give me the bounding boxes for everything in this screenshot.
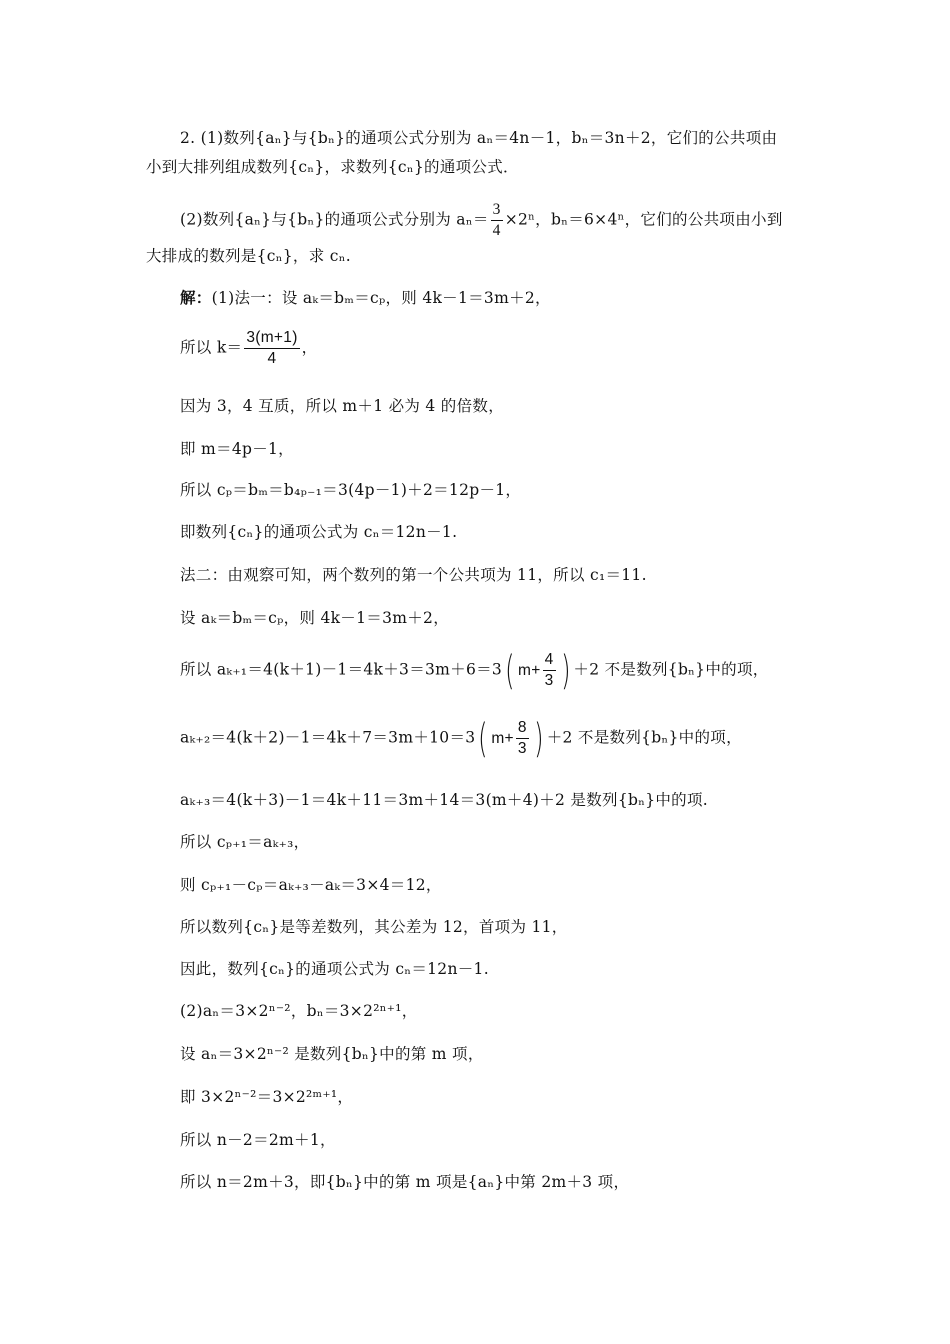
solution-line-16: (2)aₙ＝3×2ⁿ⁻²，bₙ＝3×2²ⁿ⁺¹， [180, 1002, 418, 1020]
solution-line-11: aₖ₊₃＝4(k＋3)－1＝4k＋11＝3m＋14＝3(m＋4)＋2 是数列{bₙ}中的项. [180, 791, 709, 809]
fraction-numerator: 4 [543, 650, 556, 671]
solution-line-14: 所以数列{cₙ}是等差数列，其公差为 12，首项为 11， [180, 918, 568, 936]
solution-line-18: 即 3×2ⁿ⁻²＝3×2²ᵐ⁺¹， [180, 1088, 354, 1106]
solution-part-1-text: (1)法一：设 aₖ＝bₘ＝cₚ，则 4k－1＝3m＋2， [211, 289, 551, 307]
fraction-denominator: 4 [492, 222, 501, 239]
solution-line-17: 设 aₙ＝3×2ⁿ⁻² 是数列{bₙ}中的第 m 项， [180, 1045, 484, 1063]
m-plus: m+ [491, 729, 514, 747]
solution-line-6: 即数列{cₙ}的通项公式为 cₙ＝12n－1. [180, 523, 458, 541]
right-paren: ) [560, 647, 571, 694]
solution-line-4: 即 m＝4p－1， [180, 440, 294, 458]
fraction-numerator: 3 [491, 200, 503, 221]
a-k2-prefix: aₖ₊₂＝4(k＋2)－1＝4k＋7＝3m＋10＝3 [180, 728, 476, 747]
solution-line-8: 设 aₖ＝bₘ＝cₚ，则 4k－1＝3m＋2， [180, 609, 449, 627]
solution-line-7: 法二：由观察可知，两个数列的第一个公共项为 11，所以 c₁＝11. [180, 566, 647, 584]
fraction-numerator: 8 [516, 718, 529, 739]
fraction-denominator: 3 [517, 740, 527, 757]
right-paren: ) [534, 715, 544, 762]
a-k1-suffix: ＋2 不是数列{bₙ}中的项， [573, 660, 769, 679]
solution-line-12: 所以 cₚ₊₁＝aₖ₊₃， [180, 833, 310, 851]
solution-line-9 [180, 647, 769, 694]
problem-line-4: 大排成的数列是{cₙ}，求 cₙ. [146, 247, 351, 265]
fraction-4-3 [543, 650, 556, 691]
problem-line-2: 小到大排列组成数列{cₙ}，求数列{cₙ}的通项公式． [146, 158, 519, 176]
fraction-3-4 [491, 200, 503, 241]
solution-line-1 [180, 288, 551, 308]
solution-line-10 [180, 715, 742, 762]
solution-line-3: 因为 3，4 互质，所以 m＋1 必为 4 的倍数， [180, 397, 505, 415]
problem-line-1: 2. (1)数列{aₙ}与{bₙ}的通项公式分别为 aₙ＝4n－1，bₙ＝3n＋2，它们的公共项由 [180, 129, 778, 147]
m-plus: m+ [518, 661, 541, 679]
left-paren: ( [505, 647, 515, 694]
solution-line-13: 则 cₚ₊₁－cₚ＝aₖ₊₃－aₖ＝3×4＝12， [180, 876, 442, 894]
fraction-denominator: 3 [544, 672, 554, 689]
problem-2-prefix: (2)数列{aₙ}与{bₙ}的通项公式分别为 aₙ＝ [180, 210, 489, 229]
problem-2-suffix: ×2ⁿ，bₙ＝6×4ⁿ，它们的公共项由小到 [504, 210, 783, 229]
k-expr-prefix: 所以 k＝ [180, 338, 243, 357]
solution-line-19: 所以 n－2＝2m＋1， [180, 1131, 336, 1149]
fraction-numerator: 3(m+1) [244, 328, 299, 349]
solution-line-20: 所以 n＝2m＋3，即{bₙ}中的第 m 项是{aₙ}中第 2m＋3 项， [180, 1173, 630, 1191]
k-expr-suffix: ， [301, 338, 318, 357]
fraction-k [244, 328, 299, 369]
fraction-8-3 [516, 718, 529, 759]
solution-line-15: 因此，数列{cₙ}的通项公式为 cₙ＝12n－1. [180, 960, 489, 978]
solution-line-5: 所以 cₚ＝bₘ＝b₄ₚ₋₁＝3(4p－1)＋2＝12p－1， [180, 481, 522, 499]
problem-line-3 [180, 200, 783, 241]
solution-label: 解： [180, 288, 212, 307]
a-k2-suffix: ＋2 不是数列{bₙ}中的项， [546, 728, 742, 747]
left-paren: ( [478, 715, 489, 762]
fraction-denominator: 4 [267, 350, 277, 367]
a-k1-prefix: 所以 aₖ₊₁＝4(k＋1)－1＝4k＋3＝3m＋6＝3 [180, 660, 503, 679]
solution-line-2 [180, 328, 317, 369]
